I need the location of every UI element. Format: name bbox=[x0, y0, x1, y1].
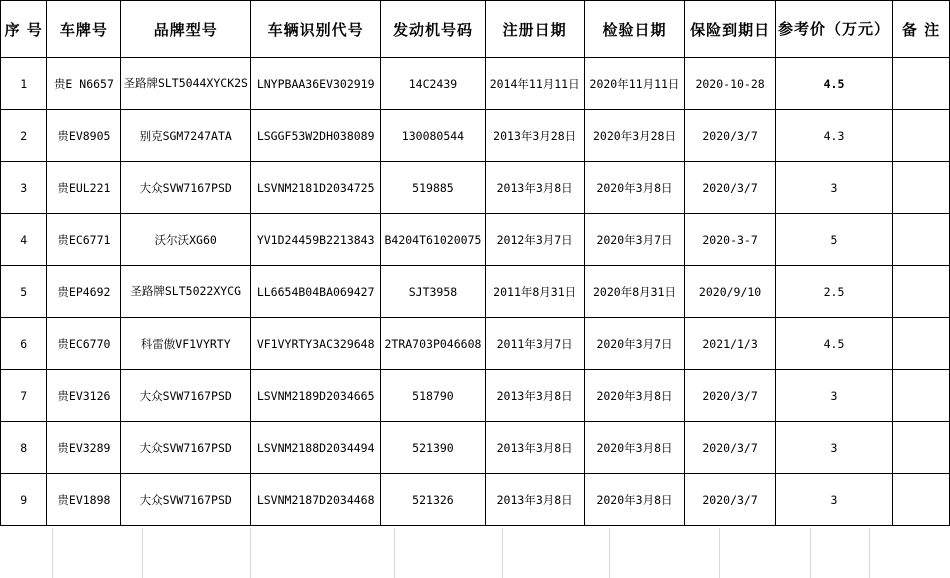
cell-model[interactable]: 圣路牌SLT5022XYCG bbox=[121, 266, 251, 318]
gridline bbox=[52, 528, 53, 578]
cell-vin[interactable]: LSVNM2188D2034494 bbox=[250, 422, 380, 474]
cell-no[interactable]: 1 bbox=[1, 58, 47, 110]
cell-reg-date[interactable]: 2013年3月8日 bbox=[485, 162, 584, 214]
header-model[interactable]: 品牌型号 bbox=[121, 1, 251, 58]
cell-model[interactable]: 大众SVW7167PSD bbox=[121, 474, 251, 526]
table-row bbox=[1, 318, 950, 370]
gridline bbox=[810, 528, 811, 578]
cell-price[interactable]: 3 bbox=[775, 370, 892, 422]
cell-engine[interactable]: SJT3958 bbox=[381, 266, 485, 318]
cell-plate[interactable]: 贵EV3289 bbox=[47, 422, 121, 474]
cell-insp-date[interactable]: 2020年3月8日 bbox=[584, 162, 684, 214]
cell-ins-expiry[interactable]: 2020-3-7 bbox=[685, 214, 776, 266]
cell-engine[interactable]: 521326 bbox=[381, 474, 485, 526]
cell-no[interactable]: 9 bbox=[1, 474, 47, 526]
gridline bbox=[142, 528, 143, 578]
cell-ins-expiry[interactable]: 2020/3/7 bbox=[685, 110, 776, 162]
cell-no[interactable]: 3 bbox=[1, 162, 47, 214]
gridline bbox=[502, 528, 503, 578]
cell-reg-date[interactable]: 2012年3月7日 bbox=[485, 214, 584, 266]
cell-plate[interactable]: 贵EV3126 bbox=[47, 370, 121, 422]
table-row bbox=[1, 58, 950, 110]
gridline bbox=[394, 528, 395, 578]
gridline bbox=[869, 528, 870, 578]
cell-price[interactable]: 3 bbox=[775, 474, 892, 526]
cell-note[interactable] bbox=[893, 110, 950, 162]
cell-ins-expiry[interactable]: 2021/1/3 bbox=[685, 318, 776, 370]
cell-engine[interactable]: 521390 bbox=[381, 422, 485, 474]
cell-model[interactable]: 沃尔沃XG60 bbox=[121, 214, 251, 266]
gridline bbox=[250, 528, 251, 578]
cell-plate[interactable]: 贵EC6771 bbox=[47, 214, 121, 266]
cell-note[interactable] bbox=[893, 214, 950, 266]
table-row bbox=[1, 110, 950, 162]
cell-price[interactable]: 3 bbox=[775, 422, 892, 474]
cell-vin[interactable]: LSVNM2187D2034468 bbox=[250, 474, 380, 526]
cell-model[interactable]: 大众SVW7167PSD bbox=[121, 422, 251, 474]
cell-insp-date[interactable]: 2020年3月7日 bbox=[584, 214, 684, 266]
cell-no[interactable]: 6 bbox=[1, 318, 47, 370]
cell-model[interactable]: 科雷傲VF1VYRTY bbox=[121, 318, 251, 370]
cell-ins-expiry[interactable]: 2020/3/7 bbox=[685, 162, 776, 214]
cell-insp-date[interactable]: 2020年8月31日 bbox=[584, 266, 684, 318]
cell-vin[interactable]: YV1D24459B2213843 bbox=[250, 214, 380, 266]
cell-note[interactable] bbox=[893, 266, 950, 318]
cell-reg-date[interactable]: 2013年3月28日 bbox=[485, 110, 584, 162]
cell-model[interactable]: 大众SVW7167PSD bbox=[121, 162, 251, 214]
cell-note[interactable] bbox=[893, 162, 950, 214]
cell-insp-date[interactable]: 2020年3月7日 bbox=[584, 318, 684, 370]
header-insp-date[interactable]: 检验日期 bbox=[584, 1, 684, 58]
cell-note[interactable] bbox=[893, 370, 950, 422]
cell-model[interactable]: 圣路牌SLT5044XYCK2S bbox=[121, 58, 251, 110]
cell-ins-expiry[interactable]: 2020-10-28 bbox=[685, 58, 776, 110]
cell-note[interactable] bbox=[893, 58, 950, 110]
cell-reg-date[interactable]: 2013年3月8日 bbox=[485, 370, 584, 422]
cell-engine[interactable]: 518790 bbox=[381, 370, 485, 422]
cell-price[interactable]: 4.3 bbox=[775, 110, 892, 162]
cell-model[interactable]: 别克SGM7247ATA bbox=[121, 110, 251, 162]
cell-plate[interactable]: 贵EV1898 bbox=[47, 474, 121, 526]
cell-no[interactable]: 5 bbox=[1, 266, 47, 318]
cell-engine[interactable]: 14C2439 bbox=[381, 58, 485, 110]
cell-plate[interactable]: 贵EUL221 bbox=[47, 162, 121, 214]
cell-engine[interactable]: 2TRA703P046608 bbox=[381, 318, 485, 370]
header-plate[interactable]: 车牌号 bbox=[47, 1, 121, 58]
cell-insp-date[interactable]: 2020年11月11日 bbox=[584, 58, 684, 110]
table-row bbox=[1, 214, 950, 266]
header-note[interactable]: 备 注 bbox=[893, 1, 950, 58]
cell-note[interactable] bbox=[893, 318, 950, 370]
cell-plate[interactable]: 贵E N6657 bbox=[47, 58, 121, 110]
cell-plate[interactable]: 贵EC6770 bbox=[47, 318, 121, 370]
cell-no[interactable]: 4 bbox=[1, 214, 47, 266]
table-row bbox=[1, 370, 950, 422]
cell-engine[interactable]: 130080544 bbox=[381, 110, 485, 162]
cell-reg-date[interactable]: 2013年3月8日 bbox=[485, 422, 584, 474]
cell-vin[interactable]: LSVNM2189D2034665 bbox=[250, 370, 380, 422]
cell-reg-date[interactable]: 2011年3月7日 bbox=[485, 318, 584, 370]
cell-no[interactable]: 7 bbox=[1, 370, 47, 422]
cell-reg-date[interactable]: 2013年3月8日 bbox=[485, 474, 584, 526]
cell-vin[interactable]: LSGGF53W2DH038089 bbox=[250, 110, 380, 162]
cell-ins-expiry[interactable]: 2020/9/10 bbox=[685, 266, 776, 318]
cell-insp-date[interactable]: 2020年3月8日 bbox=[584, 370, 684, 422]
cell-plate[interactable]: 贵EP4692 bbox=[47, 266, 121, 318]
cell-reg-date[interactable]: 2011年8月31日 bbox=[485, 266, 584, 318]
cell-price[interactable]: 4.5 bbox=[775, 318, 892, 370]
cell-vin[interactable]: LL6654B04BA069427 bbox=[250, 266, 380, 318]
cell-reg-date[interactable]: 2014年11月11日 bbox=[485, 58, 584, 110]
cell-vin[interactable]: VF1VYRTY3AC329648 bbox=[250, 318, 380, 370]
cell-model[interactable]: 大众SVW7167PSD bbox=[121, 370, 251, 422]
cell-insp-date[interactable]: 2020年3月8日 bbox=[584, 422, 684, 474]
header-vin[interactable]: 车辆识别代号 bbox=[250, 1, 380, 58]
gridline bbox=[719, 528, 720, 578]
cell-ins-expiry[interactable]: 2020/3/7 bbox=[685, 422, 776, 474]
cell-plate[interactable]: 贵EV8905 bbox=[47, 110, 121, 162]
cell-ins-expiry[interactable]: 2020/3/7 bbox=[685, 474, 776, 526]
table-row bbox=[1, 422, 950, 474]
cell-vin[interactable]: LSVNM2181D2034725 bbox=[250, 162, 380, 214]
table-row bbox=[1, 162, 950, 214]
header-row bbox=[1, 1, 950, 58]
cell-note[interactable] bbox=[893, 474, 950, 526]
cell-vin[interactable]: LNYPBAA36EV302919 bbox=[250, 58, 380, 110]
cell-price[interactable]: 2.5 bbox=[775, 266, 892, 318]
gridline bbox=[609, 528, 610, 578]
cell-no[interactable]: 2 bbox=[1, 110, 47, 162]
empty-sheet-row[interactable] bbox=[0, 528, 950, 578]
header-engine[interactable]: 发动机号码 bbox=[381, 1, 485, 58]
cell-ins-expiry[interactable]: 2020/3/7 bbox=[685, 370, 776, 422]
cell-engine[interactable]: B4204T61020075 bbox=[381, 214, 485, 266]
header-price[interactable]: 参考价（万元） bbox=[775, 1, 892, 58]
header-reg-date[interactable]: 注册日期 bbox=[485, 1, 584, 58]
cell-note[interactable] bbox=[893, 422, 950, 474]
header-ins-expiry[interactable]: 保险到期日 bbox=[685, 1, 776, 58]
table-row bbox=[1, 474, 950, 526]
cell-no[interactable]: 8 bbox=[1, 422, 47, 474]
cell-engine[interactable]: 519885 bbox=[381, 162, 485, 214]
cell-price[interactable]: 5 bbox=[775, 214, 892, 266]
cell-price[interactable]: 4.5 bbox=[775, 58, 892, 110]
table-row bbox=[1, 266, 950, 318]
cell-insp-date[interactable]: 2020年3月8日 bbox=[584, 474, 684, 526]
cell-insp-date[interactable]: 2020年3月28日 bbox=[584, 110, 684, 162]
cell-price[interactable]: 3 bbox=[775, 162, 892, 214]
header-no[interactable]: 序 号 bbox=[1, 1, 47, 58]
